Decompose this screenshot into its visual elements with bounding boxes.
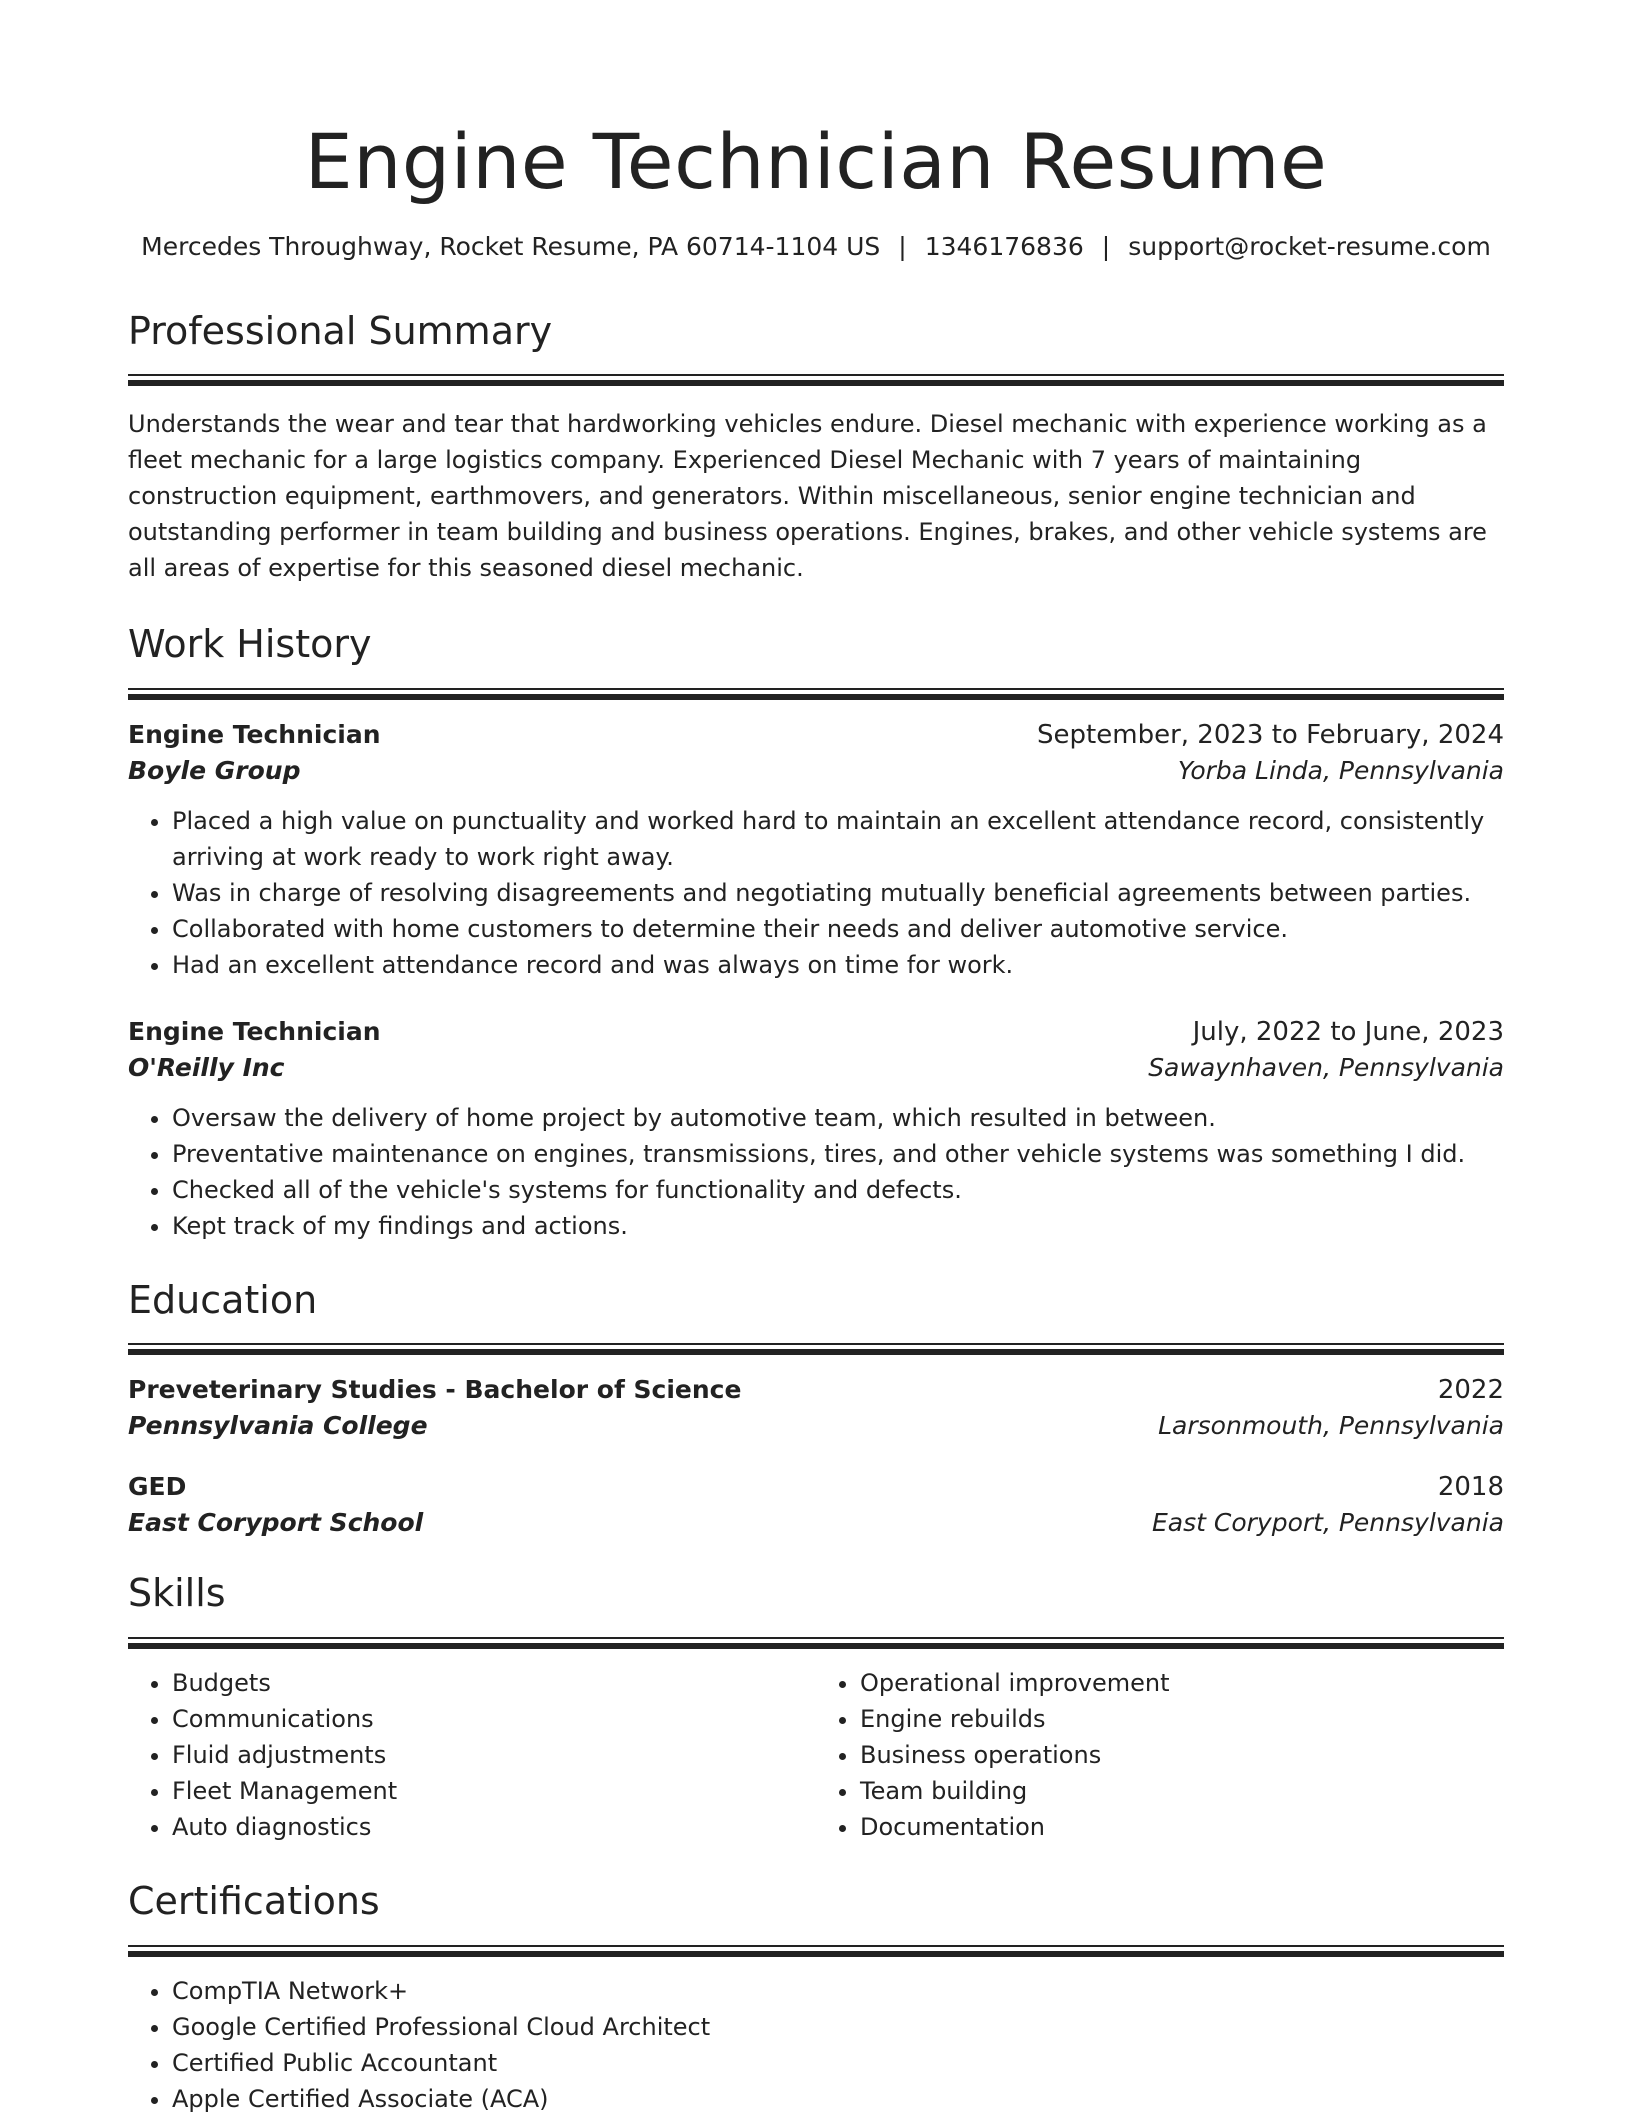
job-location: Sawaynhaven, Pennsylvania [1148,1052,1504,1082]
skills-list-right [816,1665,1504,1845]
list-item: • Oversaw the delivery of home project by automotive team, which resulted in between. [172,1100,1504,1136]
list-item: • Team building [860,1773,1504,1809]
list-item: • Placed a high value on punctuality and worked hard to maintain an excellent attendance record, consistently arriving at work ready to work right away. [172,803,1504,875]
list-item: • Google Certified Professional Cloud Architect [172,2009,1504,2045]
skills-heading: Skills [128,1571,226,1616]
certifications-list [128,1973,1504,2117]
job-bullets [128,1100,1504,1244]
skills-list-left [128,1665,816,1845]
section-divider [128,374,1504,388]
skills-grid [128,1665,1504,1845]
job-dates: September, 2023 to February, 2024 [1037,719,1504,750]
contact-separator: | [1101,231,1111,261]
education-year: 2018 [1437,1472,1504,1503]
list-item: • Budgets [172,1665,816,1701]
list-item: • CompTIA Network+ [172,1973,1504,2009]
contact-separator: | [898,231,907,261]
list-item: • Auto diagnostics [172,1809,816,1845]
contact-phone: 1346176836 [924,231,1084,261]
contact-line [128,232,1504,261]
list-item: • Was in charge of resolving disagreements and negotiating mutually beneficial agreements between parties. [172,875,1504,911]
contact-address: Mercedes Throughway, Rocket Resume, PA 60714-1104 US [141,231,881,261]
list-item: • Engine rebuilds [860,1701,1504,1737]
resume-title: Engine Technician Resume [304,117,1328,206]
list-item: • Fluid adjustments [172,1737,816,1773]
job-company: Boyle Group [128,755,301,785]
education-location: East Coryport, Pennsylvania [1152,1508,1504,1538]
work-heading: Work History [128,622,372,667]
education-school: East Coryport School [128,1508,424,1538]
contact-email: support@rocket-resume.com [1128,231,1491,261]
education-section [128,1278,1504,1538]
education-degree: Preveterinary Studies - Bachelor of Science [128,1375,742,1405]
section-divider [128,1637,1504,1651]
list-item: • Fleet Management [172,1773,816,1809]
section-divider [128,1945,1504,1959]
list-item: • Kept track of my findings and actions. [172,1208,1504,1244]
education-heading: Education [128,1277,318,1322]
section-divider [128,688,1504,702]
summary-text: Understands the wear and tear that hardworking vehicles endure. Diesel mechanic with experience working as a fleet mechanic for a large logistics company. Experienced Diesel Mechanic with 7 years of maintaining construction equipment, earthmovers, and generators. Within miscellaneous, senior engine technician and outstanding performer in team building and business operations. Engines, brakes, and other vehicle systems are all areas of expertise for this seasoned diesel mechanic. [128,410,1487,583]
list-item: • Apple Certified Associate (ACA) [172,2081,1504,2117]
list-item: • Collaborated with home customers to determine their needs and deliver automotive service. [172,911,1504,947]
job-entry [128,720,1504,983]
certifications-section [128,1879,1504,2117]
list-item: • Business operations [860,1737,1504,1773]
education-location: Larsonmouth, Pennsylvania [1158,1411,1504,1441]
section-divider [128,1343,1504,1357]
list-item: • Certified Public Accountant [172,2045,1504,2081]
job-title: Engine Technician [128,719,381,749]
job-entry [128,1017,1504,1244]
job-company: O'Reilly Inc [128,1052,285,1082]
list-item: • Operational improvement [860,1665,1504,1701]
list-item: • Preventative maintenance on engines, transmissions, tires, and other vehicle systems was something I did. [172,1136,1504,1172]
list-item: • Had an excellent attendance record and was always on time for work. [172,947,1504,983]
work-section [128,622,1504,1244]
summary-section [128,309,1504,587]
education-entry [128,1472,1504,1537]
job-title: Engine Technician [128,1016,381,1046]
job-location: Yorba Linda, Pennsylvania [1177,755,1504,785]
skills-section [128,1571,1504,1845]
list-item: • Communications [172,1701,816,1737]
certifications-heading: Certifications [128,1878,380,1923]
education-year: 2022 [1437,1375,1504,1406]
education-degree: GED [128,1472,187,1502]
list-item: • Documentation [860,1809,1504,1845]
summary-heading: Professional Summary [128,308,553,353]
education-entry [128,1375,1504,1440]
education-school: Pennsylvania College [128,1411,428,1441]
job-bullets [128,803,1504,983]
list-item: • Checked all of the vehicle's systems for functionality and defects. [172,1172,1504,1208]
job-dates: July, 2022 to June, 2023 [1192,1016,1504,1047]
